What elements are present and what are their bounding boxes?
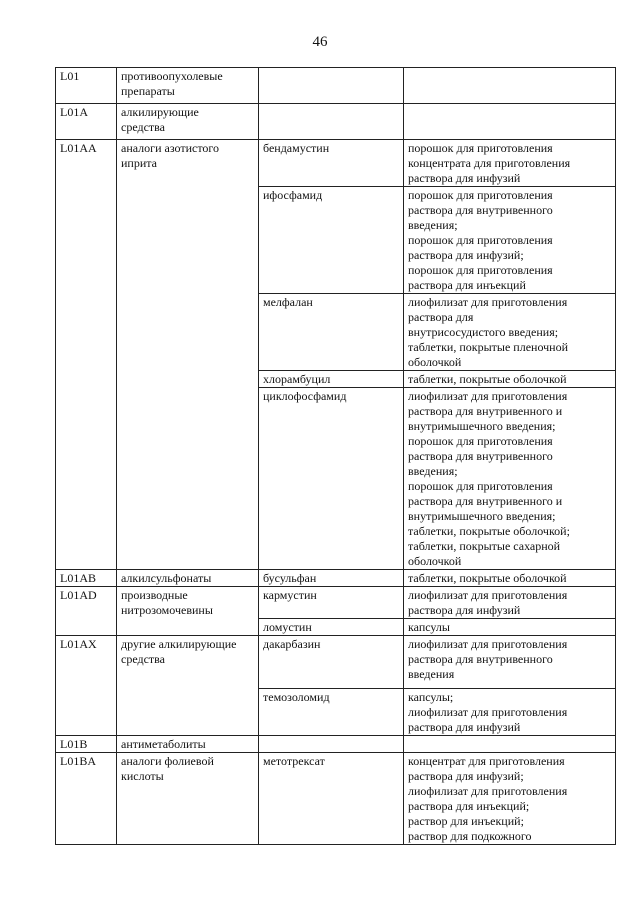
dosage-form-line: раствора для инфузий [408,171,521,185]
dosage-forms-cell [404,140,616,187]
dosage-forms-cell [404,689,616,736]
group-name-cell [117,636,259,736]
group-name-line: алкилсульфонаты [121,571,212,585]
dosage-form-line: концентрата для приготовления [408,156,571,170]
table-row [56,636,616,689]
table-row [56,140,616,187]
drug-classification-table [55,67,616,845]
group-name-cell [117,587,259,636]
dosage-form-line: раствора для внутривенного и [408,494,563,508]
dosage-form-line: порошок для приготовления [408,141,553,155]
table-row [56,68,616,104]
table-row [56,570,616,587]
dosage-form-line: введения; [408,218,458,232]
drug-name-cell: темозоломид [259,689,404,736]
atc-code-cell: L01AD [56,587,117,636]
atc-code-cell: L01AA [56,140,117,570]
dosage-form-line: концентрат для приготовления [408,754,565,768]
atc-code-cell: L01A [56,104,117,140]
dosage-forms-cell [404,187,616,294]
drug-name-cell: циклофосфамид [259,388,404,570]
dosage-form-line: лиофилизат для приготовления [408,784,568,798]
drug-name-cell: метотрексат [259,753,404,845]
dosage-form-line: капсулы [408,620,450,634]
dosage-form-line: раствора для инфузий [408,603,521,617]
dosage-forms-cell [404,736,616,753]
dosage-forms-cell [404,68,616,104]
group-name-line: противоопухолевые [121,69,223,83]
group-name-line: средства [121,120,166,134]
dosage-form-line: внутримышечного введения; [408,509,556,523]
dosage-form-line: раствора для инъекций; [408,799,530,813]
dosage-form-line: раствора для инфузий; [408,248,524,262]
drug-name-cell: мелфалан [259,294,404,371]
dosage-form-line: оболочкой [408,355,462,369]
dosage-forms-cell [404,371,616,388]
dosage-form-line: введения [408,667,455,681]
group-name-cell [117,140,259,570]
atc-code-cell: L01BA [56,753,117,845]
group-name-cell [117,104,259,140]
drug-name-cell: дакарбазин [259,636,404,689]
group-name-line: аналоги фолиевой [121,754,214,768]
group-name-cell [117,570,259,587]
drug-name-cell: хлорамбуцил [259,371,404,388]
drug-name-cell [259,68,404,104]
dosage-form-line: лиофилизат для приготовления [408,637,568,651]
dosage-forms-cell [404,104,616,140]
atc-code-cell: L01 [56,68,117,104]
dosage-form-line: раствора для инфузий; [408,769,524,783]
dosage-forms-cell [404,570,616,587]
page-number: 46 [312,34,328,50]
dosage-form-line: раствора для внутривенного [408,652,553,666]
group-name-cell [117,753,259,845]
table-row [56,736,616,753]
drug-name-cell: бусульфан [259,570,404,587]
group-name-line: аналоги азотистого [121,141,220,155]
dosage-form-line: таблетки, покрытые оболочкой [408,372,567,386]
dosage-form-line: раствора для [408,310,474,324]
dosage-form-line: лиофилизат для приготовления [408,295,568,309]
table-row [56,753,616,845]
dosage-forms-cell [404,636,616,689]
dosage-form-line: порошок для приготовления [408,188,553,202]
dosage-forms-cell [404,753,616,845]
dosage-form-line: внутримышечного введения; [408,419,556,433]
dosage-form-line: раствора для инъекций [408,278,526,292]
dosage-form-line: капсулы; [408,690,454,704]
dosage-form-line: порошок для приготовления [408,263,553,277]
dosage-form-line: лиофилизат для приготовления [408,389,568,403]
dosage-form-line: раствор для инъекций; [408,814,524,828]
group-name-cell [117,736,259,753]
dosage-forms-cell [404,388,616,570]
drug-name-cell: кармустин [259,587,404,619]
dosage-forms-cell [404,294,616,371]
drug-name-cell: ифосфамид [259,187,404,294]
dosage-form-line: внутрисосудистого введения; [408,325,559,339]
dosage-form-line: таблетки, покрытые сахарной [408,539,561,553]
dosage-form-line: раствора для внутривенного [408,449,553,463]
atc-code-cell: L01B [56,736,117,753]
table-row [56,587,616,619]
group-name-line: средства [121,652,166,666]
dosage-form-line: введения; [408,464,458,478]
drug-name-cell: ломустин [259,619,404,636]
group-name-line: препараты [121,84,175,98]
dosage-form-line: лиофилизат для приготовления [408,705,568,719]
atc-code-cell: L01AB [56,570,117,587]
drug-name-cell [259,104,404,140]
dosage-form-line: порошок для приготовления [408,233,553,247]
dosage-form-line: таблетки, покрытые оболочкой [408,571,567,585]
group-name-line: другие алкилирующие [121,637,237,651]
drug-name-cell: бендамустин [259,140,404,187]
dosage-form-line: лиофилизат для приготовления [408,588,568,602]
dosage-form-line: таблетки, покрытые пленочной [408,340,569,354]
dosage-form-line: порошок для приготовления [408,479,553,493]
dosage-forms-cell [404,619,616,636]
dosage-form-line: раствора для внутривенного [408,203,553,217]
drug-name-cell [259,736,404,753]
dosage-form-line: раствор для подкожного [408,829,532,843]
group-name-line: антиметаболиты [121,737,206,751]
group-name-line: кислоты [121,769,164,783]
group-name-line: алкилирующие [121,105,199,119]
group-name-line: иприта [121,156,157,170]
table-row [56,104,616,140]
dosage-form-line: раствора для инфузий [408,720,521,734]
dosage-form-line: оболочкой [408,554,462,568]
dosage-form-line: порошок для приготовления [408,434,553,448]
group-name-line: нитрозомочевины [121,603,213,617]
dosage-form-line: таблетки, покрытые оболочкой; [408,524,570,538]
atc-code-cell: L01AX [56,636,117,736]
dosage-forms-cell [404,587,616,619]
group-name-cell [117,68,259,104]
group-name-line: производные [121,588,188,602]
dosage-form-line: раствора для внутривенного и [408,404,563,418]
